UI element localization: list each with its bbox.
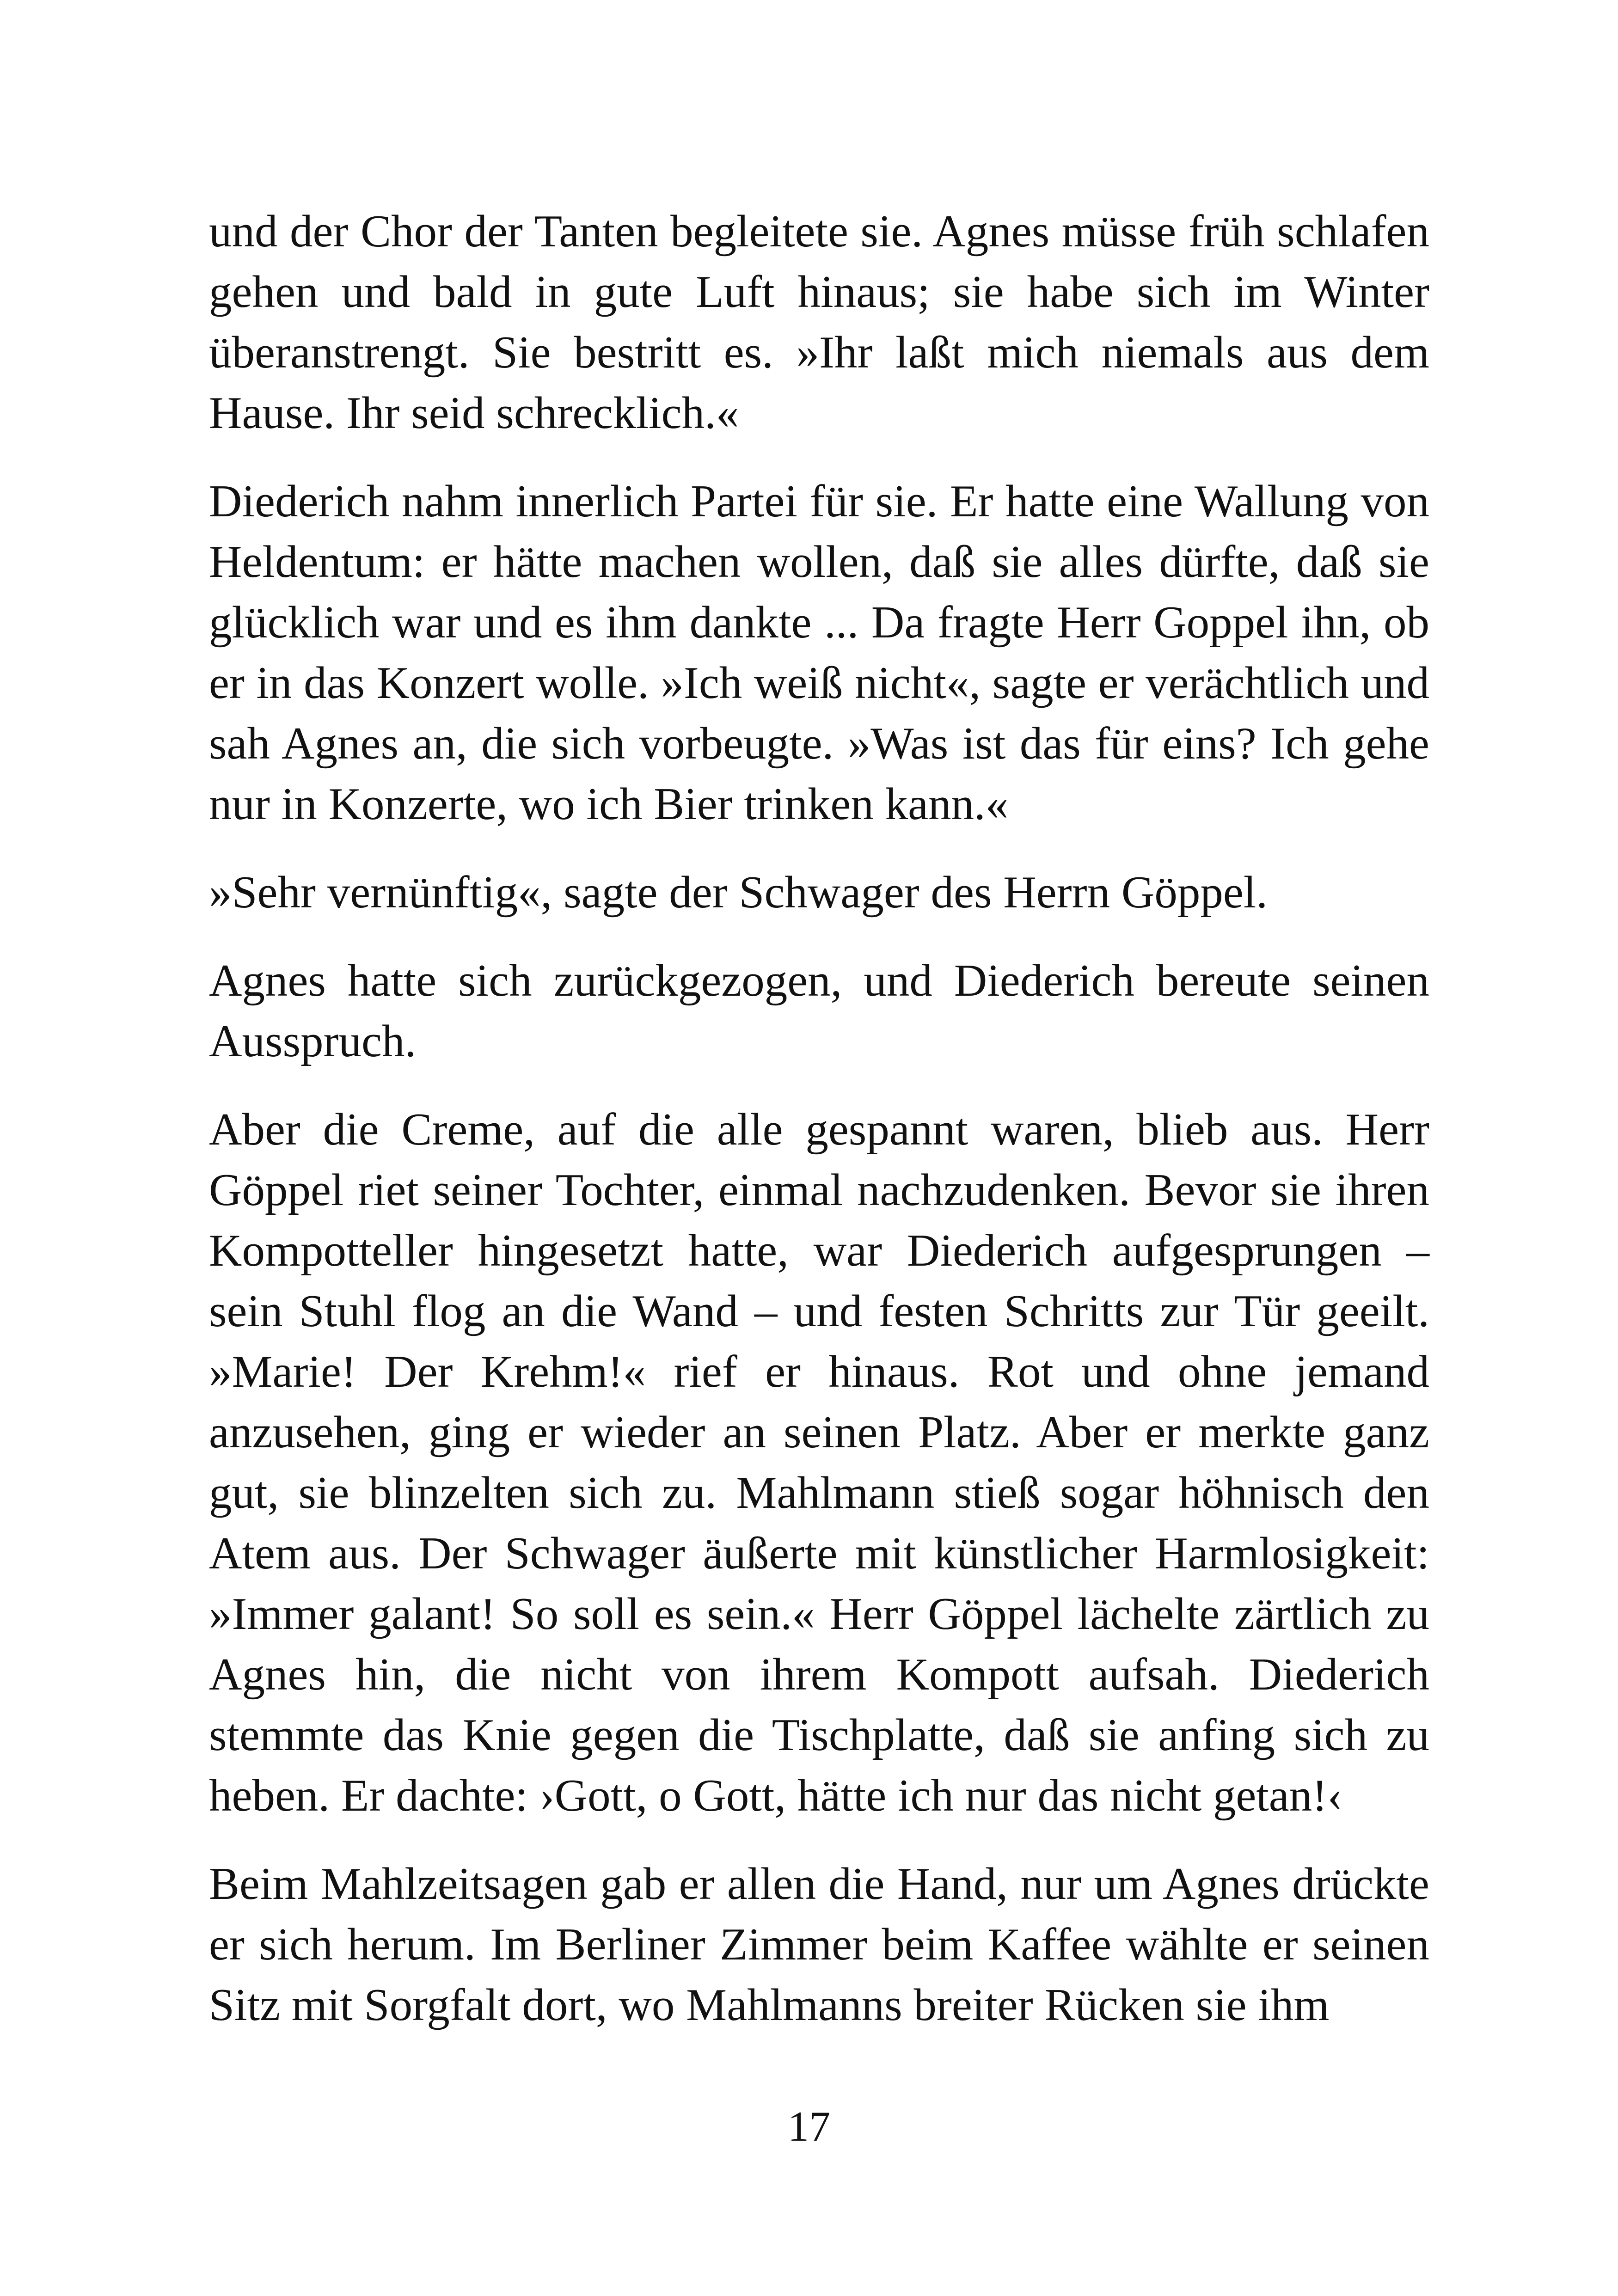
paragraph: Agnes hatte sich zurückgezogen, und Diederich bereute seinen Ausspruch. bbox=[209, 955, 1429, 1066]
paragraph: und der Chor der Tanten begleitete sie. Agnes müsse früh schlafen gehen und bald in gute Luft hinaus; sie habe sich im Winter überanstrengt. Sie bestritt es. »Ihr laßt mich niemals aus dem Hause. Ihr seid schrecklich.« bbox=[209, 206, 1429, 438]
page-number: 17 bbox=[788, 2103, 830, 2150]
paragraph: »Sehr vernünftig«, sagte der Schwager des Herrn Göppel. bbox=[209, 867, 1268, 918]
paragraph: Aber die Creme, auf die alle gespannt waren, blieb aus. Herr Göppel riet seiner Tochter, einmal nachzudenken. Bevor sie ihren Kompotteller hingesetzt hatte, war Diederich aufgesprungen – sein Stuhl flog an die Wand – und festen Schritts zur Tür geeilt. »Marie! Der Krehm!« rief er hinaus. Rot und ohne jemand anzusehen, ging er wieder an seinen Platz. Aber er merkte ganz gut, sie blinzelten sich zu. Mahlmann stieß sogar höhnisch den Atem aus. Der Schwager äußerte mit künstlicher Harmlosigkeit: »Immer galant! So soll es sein.« Herr Göppel lächelte zärtlich zu Agnes hin, die nicht von ihrem Kompott aufsah. Diederich stemmte das Knie gegen die Tischplatte, daß sie anfing sich zu heben. Er dachte: ›Gott, o Gott, hätte ich nur das nicht getan!‹ bbox=[209, 1104, 1429, 1821]
paragraph: Beim Mahlzeitsagen gab er allen die Hand, nur um Agnes drückte er sich herum. Im Berliner Zimmer beim Kaffee wählte er seinen Sitz mit Sorgfalt dort, wo Mahlmanns breiter Rücken sie ihm bbox=[209, 1859, 1429, 2030]
paragraph: Diederich nahm innerlich Partei für sie. Er hatte eine Wallung von Heldentum: er hätte machen wollen, daß sie alles dürfte, daß sie glücklich war und es ihm dankte ... Da fragte Herr Goppel ihn, ob er in das Konzert wolle. »Ich weiß nicht«, sagte er verächtlich und sah Agnes an, die sich vorbeugte. »Was ist das für eins? Ich gehe nur in Konzerte, wo ich Bier trinken kann.« bbox=[209, 476, 1429, 829]
body-text bbox=[209, 201, 1429, 2063]
